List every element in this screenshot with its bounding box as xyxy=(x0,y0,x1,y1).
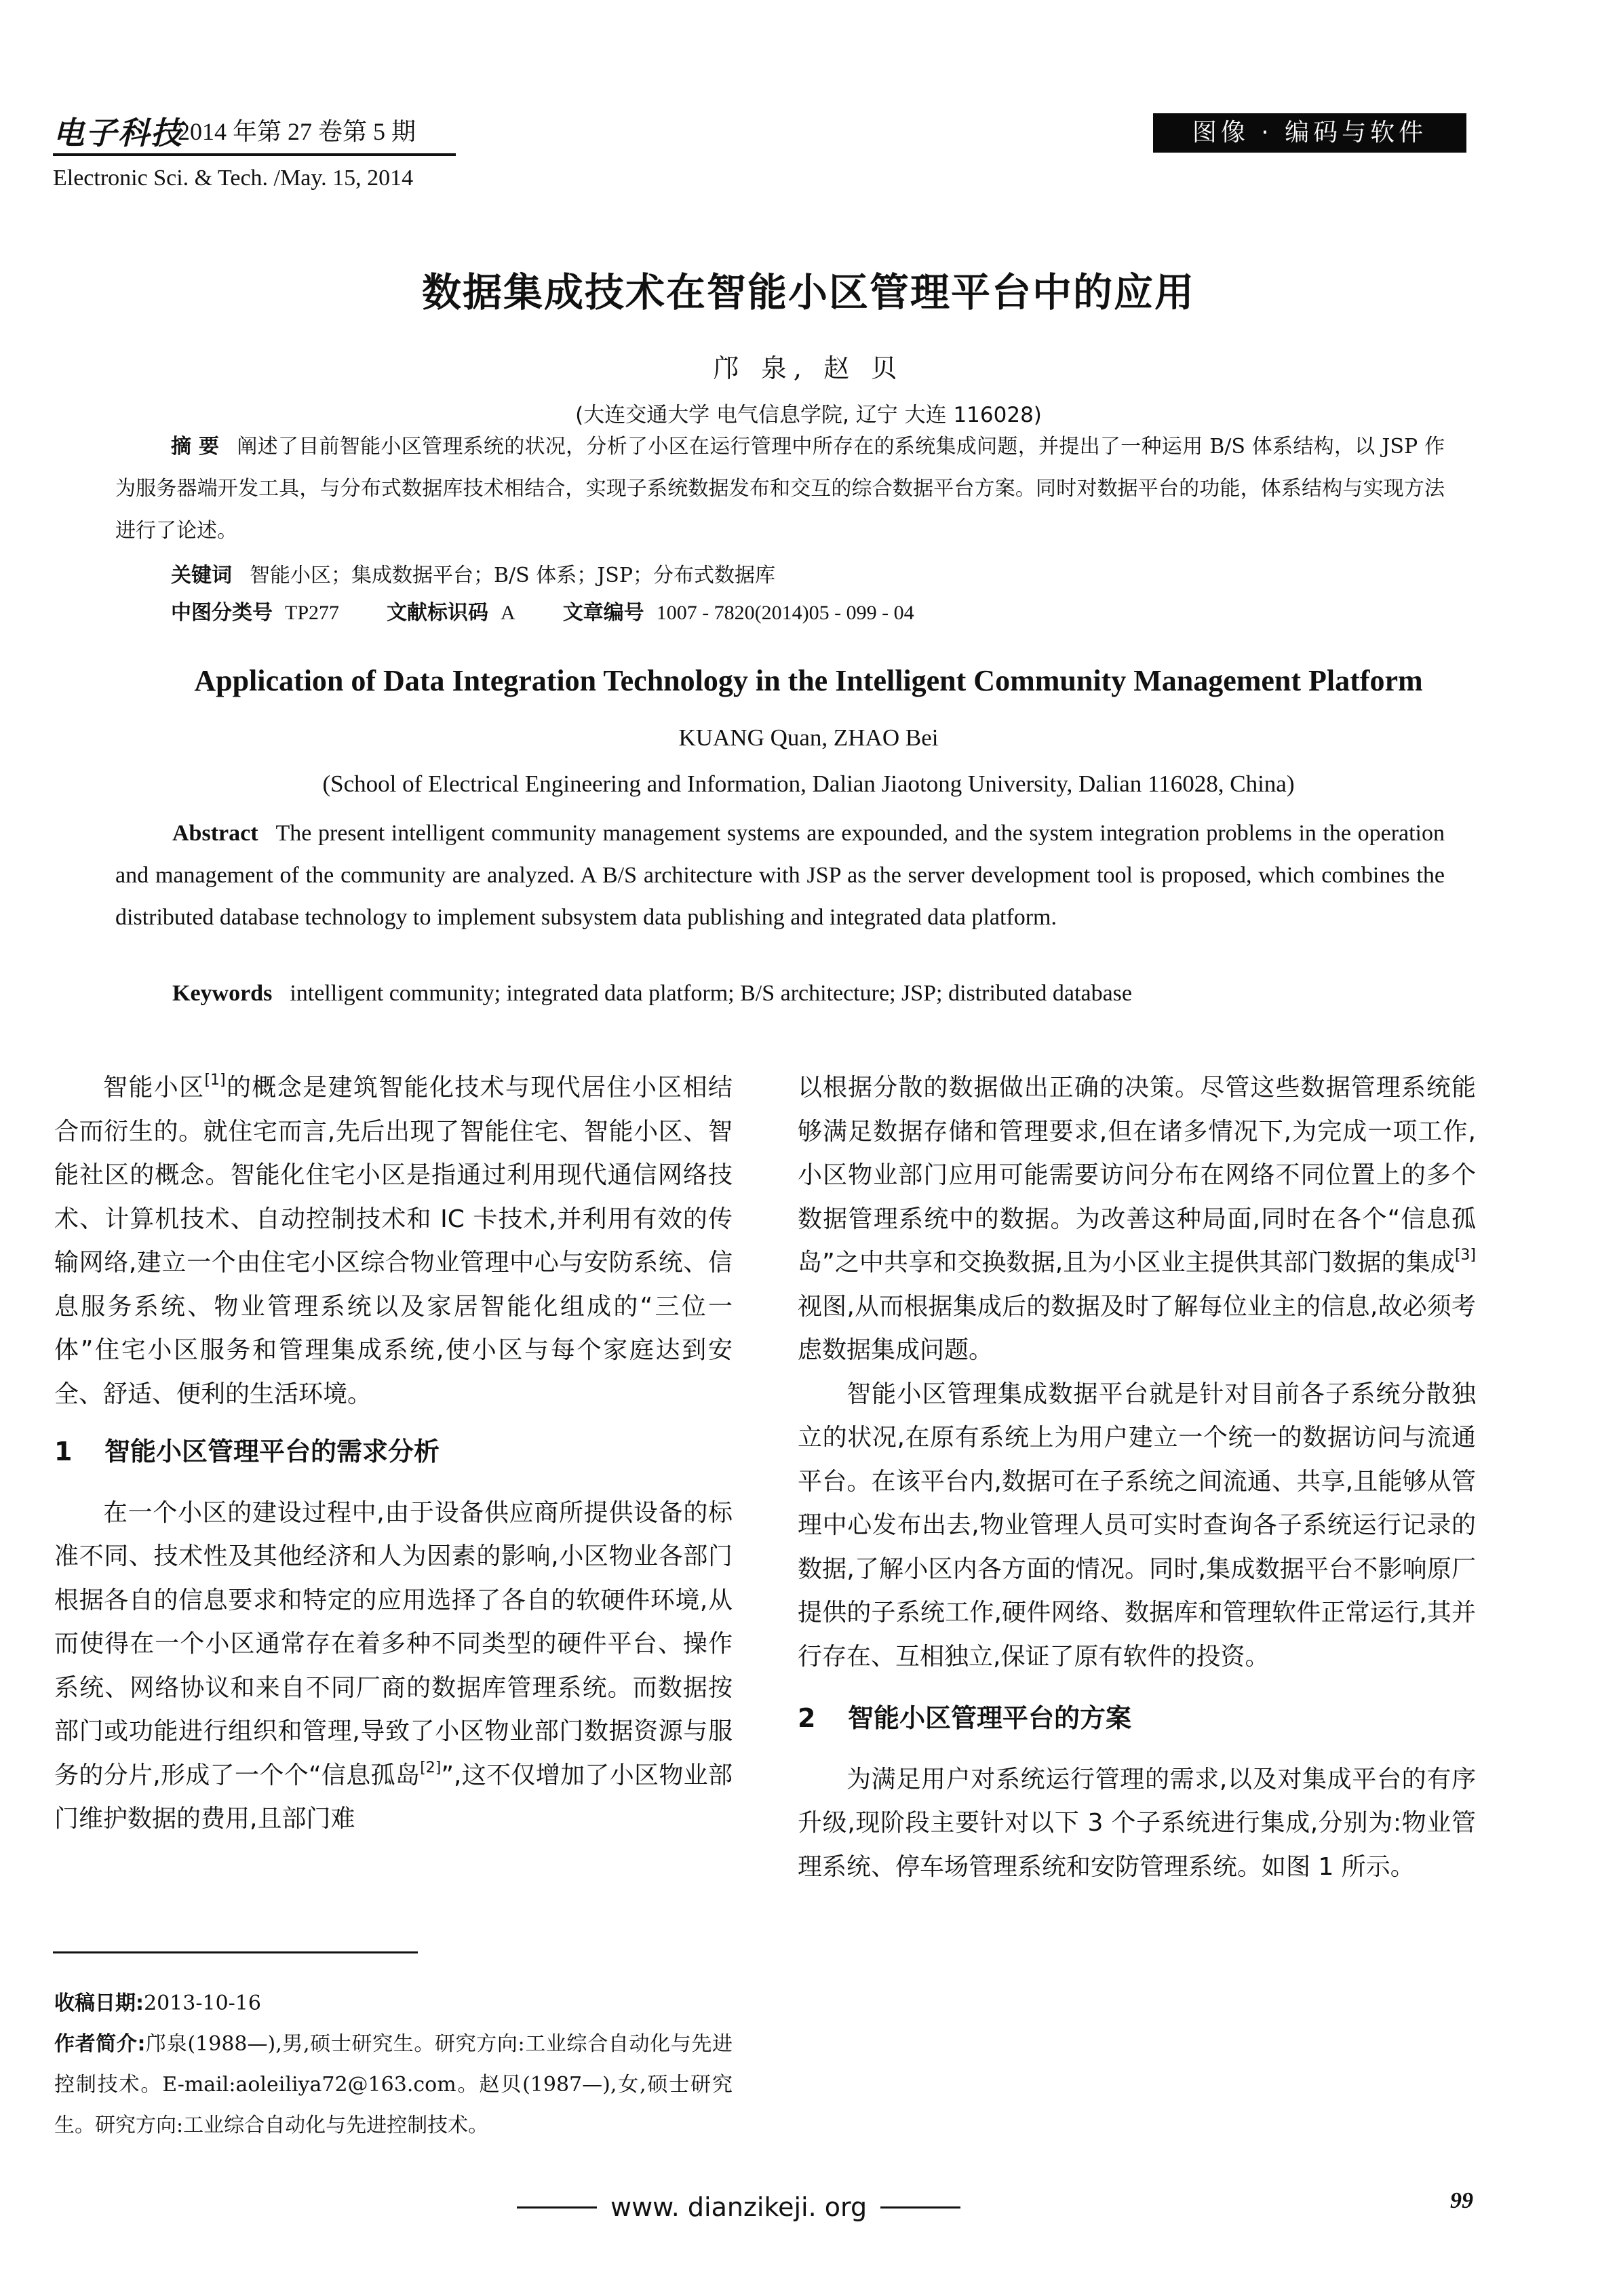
footer-dash-left xyxy=(517,2206,597,2209)
classification-line xyxy=(171,596,962,625)
abstract-en-text: The present intelligent community management systems are expounded, and the system integration problems in the operation and management of the community are analyzed. A B/S architecture with JSP as the server development tool is proposed, which combines the distributed database technology to implement subsystem data publishing and integrated data platform. xyxy=(115,821,1445,930)
s1-p1-cont-text-a: 以根据分散的数据做出正确的决策。尽管这些数据管理系统能够满足数据存储和管理要求,但在诸多情况下,为完成一项工作,小区物业部门应用可能需要访问分布在网络不同位置上的多个数据管理系统中的数据。为改善这种局面,同时在各个“信息孤岛”之中共享和交换数据,且为小区业主提供其部门数据的集成 xyxy=(798,1074,1476,1277)
section-2-heading xyxy=(798,1696,1476,1740)
citation-2[interactable]: [2] xyxy=(420,1759,442,1776)
section-1-heading xyxy=(54,1430,733,1474)
keywords-en-text: intelligent community; integrated data platform; B/S architecture; JSP; distributed database xyxy=(290,981,1132,1006)
keywords-cn-text: 智能小区；集成数据平台；B/S 体系；JSP；分布式数据库 xyxy=(250,564,776,587)
header-rule xyxy=(53,153,456,156)
section-2-title: 智能小区管理平台的方案 xyxy=(848,1703,1132,1733)
body-column-left xyxy=(54,1066,733,1842)
affiliation-cn: (大连交通大学 电气信息学院, 辽宁 大连 116028) xyxy=(575,403,1042,427)
abstract-cn xyxy=(115,426,1445,552)
keywords-cn xyxy=(171,555,1446,597)
doc-code-label: 文献标识码 xyxy=(387,601,489,625)
intro-text-b: 的概念是建筑智能化技术与现代居住小区相结合而衍生的。就住宅而言,先后出现了智能住宅、智能小区、智能社区的概念。智能化住宅小区是指通过利用现代通信网络技术、计算机技术、自动控制技术和 IC 卡技术,并利用有效的传输网络,建立一个由住宅小区综合物业管理中心与安防系统、信息服务系统、物业管理系统以及家居智能化组成的“三位一体”住宅小区服务和管理集成系统,使小区与每个家庭达到安全、舒适、便利的生活环境。 xyxy=(54,1074,733,1408)
footnote-rule xyxy=(53,1951,418,1953)
affiliation-en: (School of Electrical Engineering and Information, Dalian Jiaotong University, Dalian 116028, China) xyxy=(322,771,1295,797)
clc-value: TP277 xyxy=(285,602,340,624)
keywords-en-label: Keywords xyxy=(172,981,273,1006)
abstract-cn-label: 摘 要 xyxy=(171,435,220,459)
received-value: 2013-10-16 xyxy=(144,1991,261,2015)
intro-paragraph xyxy=(54,1066,733,1416)
footnotes xyxy=(54,1983,733,2146)
paper-title-en: Application of Data Integration Technology in the Intelligent Community Management Platform xyxy=(194,664,1423,697)
section-1-title: 智能小区管理平台的需求分析 xyxy=(104,1437,440,1466)
doc-code-value: A xyxy=(501,602,515,624)
journal-english-name: Electronic Sci. & Tech. /May. 15, 2014 xyxy=(53,166,414,191)
page-number: 99 xyxy=(1450,2188,1473,2213)
footer-url-text[interactable]: www. dianzikeji. org xyxy=(610,2192,868,2222)
body-column-right xyxy=(798,1066,1476,1889)
article-no-label: 文章编号 xyxy=(562,601,644,625)
abstract-en-label: Abstract xyxy=(172,821,258,846)
keywords-en xyxy=(172,981,1132,1007)
citation-1[interactable]: [1] xyxy=(204,1072,226,1089)
abstract-en xyxy=(115,813,1445,939)
footer-url xyxy=(503,2192,974,2222)
section-1-paragraph-2: 智能小区管理集成数据平台就是针对目前各子系统分散独立的状况,在原有系统上为用户建立一个统一的数据访问与流通平台。在该平台内,数据可在子系统之间流通、共享,且能够从管理中心发布出去,物业管理人员可实时查询各子系统运行记录的数据,了解小区内各方面的情况。同时,集成数据平台不影响原厂提供的子系统工作,硬件网络、数据库和管理软件正常运行,其并行存在、互相独立,保证了原有软件的投资。 xyxy=(798,1380,1476,1671)
section-1-number: 1 xyxy=(54,1437,73,1466)
received-label: 收稿日期: xyxy=(54,1991,144,2015)
journal-logo: 电子科技 xyxy=(53,115,183,151)
article-no-value: 1007 - 7820(2014)05 - 099 - 04 xyxy=(656,602,914,624)
keywords-cn-label: 关键词 xyxy=(171,564,232,587)
section-2-paragraph-1: 为满足用户对系统运行管理的需求,以及对集成平台的有序升级,现阶段主要针对以下 3 个子系统进行集成,分别为:物业管理系统、停车场管理系统和安防管理系统。如图 1 所示。 xyxy=(798,1765,1476,1881)
citation-3[interactable]: [3] xyxy=(1454,1247,1476,1264)
clc-label: 中图分类号 xyxy=(171,601,273,625)
section-2-number: 2 xyxy=(798,1703,816,1733)
s1-p1-text-b: ”,这不仅增加了小区物业部门维护数据的费用,且部门难 xyxy=(54,1761,733,1833)
paper-title-cn: 数据集成技术在智能小区管理平台中的应用 xyxy=(421,269,1195,315)
footer-dash-right xyxy=(880,2206,960,2209)
s1-p1-cont-text-b: 视图,从而根据集成后的数据及时了解每位业主的信息,故必须考虑数据集成问题。 xyxy=(798,1292,1476,1364)
section-1-paragraph-1 xyxy=(54,1492,733,1842)
section-badge: 图像 · 编码与软件 xyxy=(1153,113,1466,153)
authors-cn: 邝 泉, 赵 贝 xyxy=(713,353,904,383)
abstract-cn-text: 阐述了目前智能小区管理系统的状况，分析了小区在运行管理中所存在的系统集成问题，并提出了一种运用 B/S 体系结构，以 JSP 作为服务器端开发工具，与分布式数据库技术相结合，实现子系统数据发布和交互的综合数据平台方案。同时对数据平台的功能，体系结构与实现方法进行了论述。 xyxy=(115,435,1445,543)
issue-info: 2014 年第 27 卷第 5 期 xyxy=(178,118,416,145)
bio-text: 邝泉(1988—),男,硕士研究生。研究方向:工业综合自动化与先进控制技术。E-mail:aoleiliya72@163.com。赵贝(1987—),女,硕士研究生。研究方向:工业综合自动化与先进控制技术。 xyxy=(54,2032,733,2137)
s1-p1-text-a: 在一个小区的建设过程中,由于设备供应商所提供设备的标准不同、技术性及其他经济和人为因素的影响,小区物业各部门根据各自的信息要求和特定的应用选择了各自的软硬件环境,从而使得在一个小区通常存在着多种不同类型的硬件平台、操作系统、网络协议和来自不同厂商的数据库管理系统。而数据按部门或功能进行组织和管理,导致了小区物业部门数据资源与服务的分片,形成了一个个“信息孤岛 xyxy=(54,1498,733,1789)
section-1-paragraph-1-continued xyxy=(798,1066,1476,1373)
intro-text-a: 智能小区 xyxy=(103,1074,205,1102)
bio-label: 作者简介: xyxy=(54,2032,146,2056)
received-date xyxy=(54,1983,733,2024)
author-bio xyxy=(54,2024,733,2146)
authors-en: KUANG Quan, ZHAO Bei xyxy=(678,724,939,751)
